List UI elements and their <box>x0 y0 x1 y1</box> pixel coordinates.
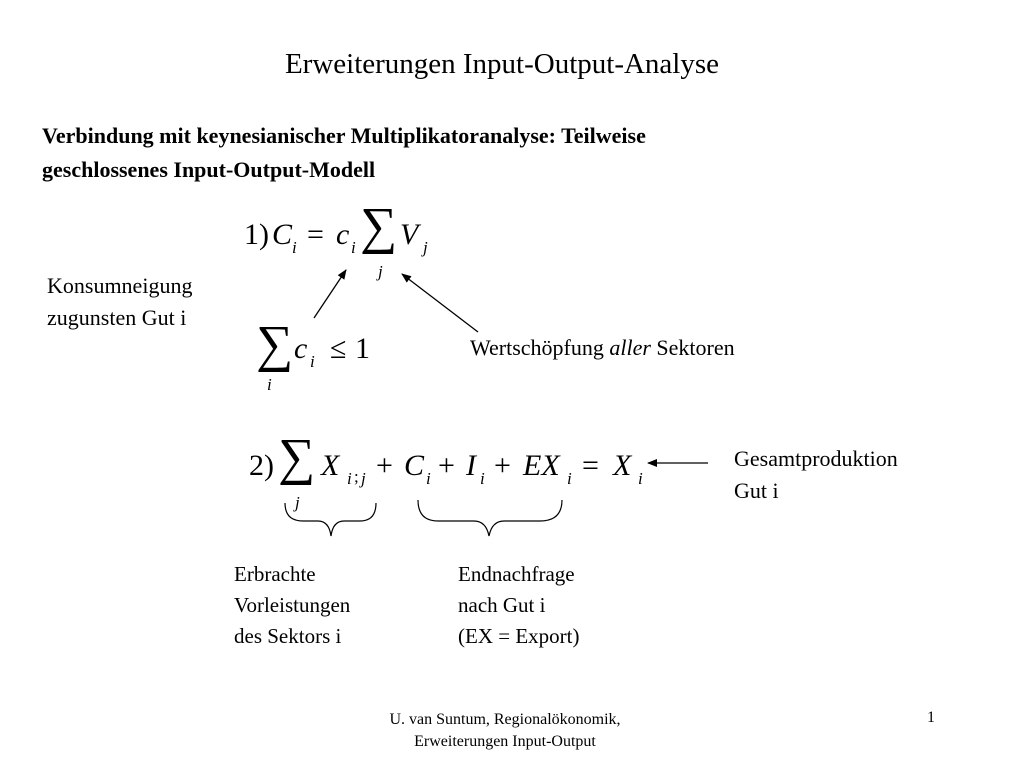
eq2-x-right-sub: i <box>638 469 643 488</box>
eq2-plus-1: + <box>376 449 393 482</box>
eq2-c-sub: i <box>426 469 431 488</box>
arrow-konsumneigung <box>314 270 346 318</box>
slide-title: Erweiterungen Input-Output-Analyse <box>284 48 720 80</box>
footer-line-1: U. van Suntum, Regionalökonomik, <box>389 711 621 728</box>
section-heading-line-1: Verbindung mit keynesianischer Multiplikatoranalyse: Teilweise <box>42 123 646 148</box>
eq1-var: V <box>400 218 419 251</box>
eq2-inv: I <box>466 449 476 482</box>
vorleistungen-line-3: des Sektors i <box>234 624 342 648</box>
eq1-number: 1) <box>244 218 269 251</box>
eq2-inv-sub: i <box>480 469 485 488</box>
eq2-plus-3: + <box>494 449 511 482</box>
eq1-lhs: C <box>272 218 293 251</box>
endnachfrage-line-3: (EX = Export) <box>458 624 580 648</box>
eq2-x-right: X <box>613 449 632 482</box>
constraint-coef: c <box>294 332 308 365</box>
eq1-equals: = <box>307 218 324 251</box>
vorleistungen-line-1: Erbrachte <box>234 562 316 586</box>
eq1-lhs-sub: i <box>292 238 297 257</box>
eq1-sum-sub: j <box>378 262 383 281</box>
constraint-sum-sign: ∑ <box>256 316 294 373</box>
vorleistungen-line-2: Vorleistungen <box>234 593 351 617</box>
endnachfrage-line-1: Endnachfrage <box>458 562 575 586</box>
constraint-coef-sub: i <box>310 352 315 371</box>
footer-line-2: Erweiterungen Input-Output <box>414 733 596 750</box>
brace-endnachfrage <box>418 500 562 536</box>
wertschoepfung-emphasis: aller <box>609 335 651 360</box>
eq2-equals: = <box>582 449 599 482</box>
eq2-x: X <box>321 449 340 482</box>
eq2-sum-sub: j <box>295 493 300 512</box>
constraint-bound: 1 <box>355 332 370 365</box>
wertschoepfung-text: Wertschöpfung <box>470 335 610 360</box>
constraint-relation: ≤ <box>330 332 347 365</box>
eq2-ex: EX <box>523 449 560 482</box>
konsumneigung-line-1: Konsumneigung <box>47 273 193 298</box>
eq2-c: C <box>404 449 425 482</box>
section-heading-line-2: geschlossenes Input-Output-Modell <box>42 157 376 182</box>
footer-text <box>340 709 670 753</box>
eq2-number: 2) <box>249 449 274 482</box>
arrow-wertschoepfung <box>402 274 478 332</box>
konsumneigung-line-2: zugunsten Gut i <box>47 305 187 330</box>
eq2-x-sub-j: j <box>361 469 366 488</box>
eq2-sum-sign: ∑ <box>278 429 316 486</box>
brace-vorleistungen <box>285 503 376 536</box>
eq1-coef: c <box>336 218 350 251</box>
eq1-sum-sign: ∑ <box>360 198 398 255</box>
eq2-x-sub-i: i <box>347 469 352 488</box>
gesamtproduktion-line-2: Gut i <box>734 478 779 503</box>
gesamtproduktion-line-1: Gesamtproduktion <box>734 446 898 471</box>
constraint-sum-sub: i <box>267 375 272 394</box>
wertschoepfung-suffix: Sektoren <box>650 335 735 360</box>
eq1-var-sub: j <box>423 238 428 257</box>
eq2-plus-2: + <box>438 449 455 482</box>
endnachfrage-line-2: nach Gut i <box>458 593 546 617</box>
eq1-coef-sub: i <box>351 238 356 257</box>
eq2-x-sub-separator: ; <box>354 467 359 486</box>
eq2-ex-sub: i <box>567 469 572 488</box>
page-number: 1 <box>927 709 935 726</box>
